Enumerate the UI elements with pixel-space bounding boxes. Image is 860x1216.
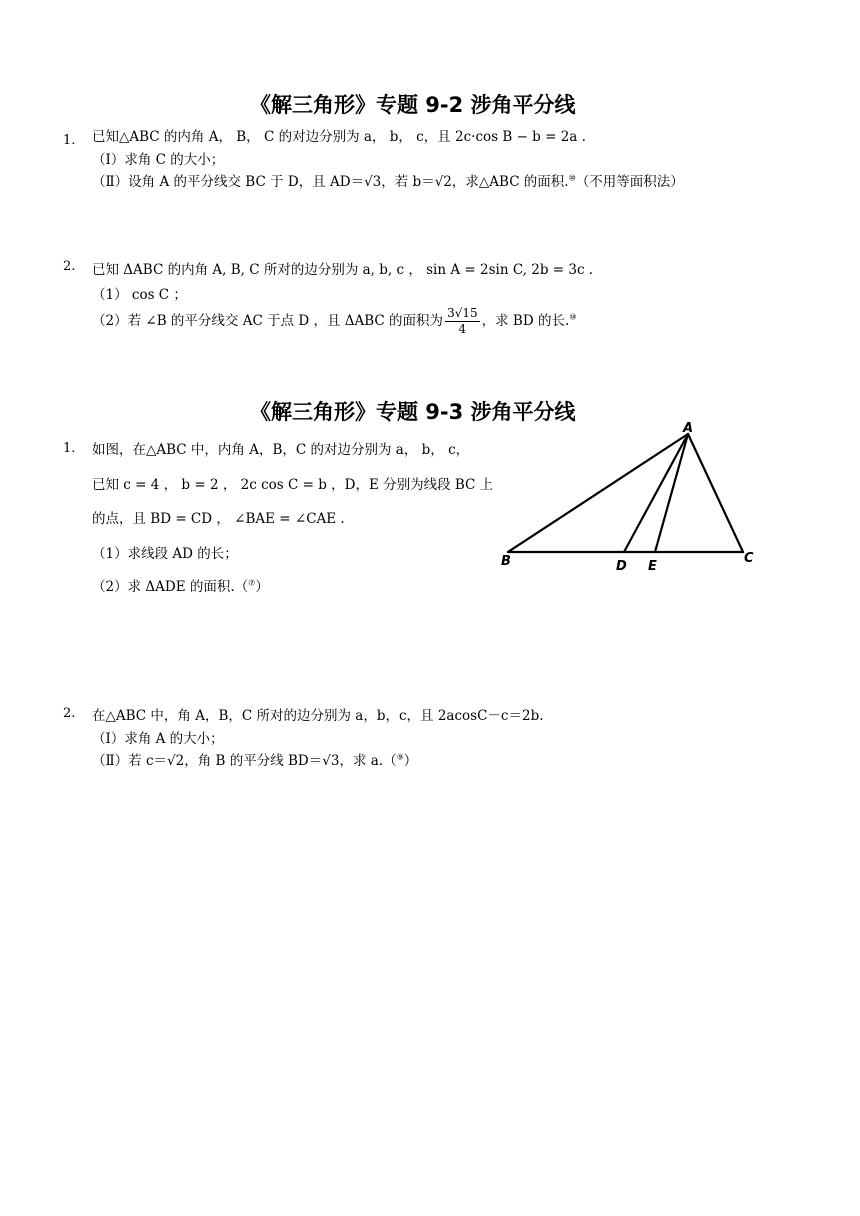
vertex-label-b: B [501,554,511,569]
side-ac [688,434,743,552]
problem-2-number: 2. [63,259,76,274]
problem-2-question-2-end: ，求 BD 的长. [481,313,570,329]
source-mark: ⑨ [396,752,404,762]
source-mark: ⑩ [568,173,576,183]
problem-4-stem: 在△ABC 中，角 A，B，C 所对的边分别为 a，b，c，且 2acosC－c＝2b. [92,708,544,724]
problem-1-question-2 [92,170,684,190]
problem-3-number: 1. [63,441,76,456]
section-9-3-title: 《解三角形》专题 9-3 涉角平分线 [250,400,576,424]
problem-3-question-1: （1）求线段 AD 的长； [92,546,238,562]
problem-3-question-2 [92,575,269,595]
problem-1-question-2-text: （Ⅱ）设角 A 的平分线交 BC 于 D，且 AD＝√3，若 b＝√2，求△ABC 的面积. [92,174,569,190]
fraction-denominator: 4 [458,322,467,336]
point-label-d: D [616,559,627,574]
problem-3-question-2-end: ） [255,579,269,595]
problem-3-question-2-text: （2）求 ΔADE 的面积.（ [92,579,249,595]
triangle-figure [498,418,760,578]
problem-1-stem: 已知△ABC 的内角 A， B， C 的对边分别为 a， b， c，且 2c·cos B − b = 2a . [92,129,586,145]
problem-2-question-1: （1） cos C ； [92,287,187,303]
problem-2-stem: 已知 ΔABC 的内角 A, B, C 所对的边分别为 a, b, c ， sin A = 2sin C, 2b = 3c . [92,262,594,278]
problem-4-question-2 [92,749,417,769]
problem-3-line-3: 的点，且 BD = CD ， ∠BAE = ∠CAE . [92,511,345,527]
problem-1-question-1: （Ⅰ）求角 C 的大小； [92,152,225,168]
problem-4-question-1: （Ⅰ）求角 A 的大小； [92,731,224,747]
problem-3-line-2: 已知 c = 4 ， b = 2 ， 2c cos C = b ，D，E 分别为线段 BC 上 [92,477,494,493]
section-9-2-title: 《解三角形》专题 9-2 涉角平分线 [250,93,576,117]
problem-3-line-1: 如图，在△ABC 中，内角 A，B，C 的对边分别为 a， b， c， [92,442,470,458]
problem-1-number: 1. [63,133,76,148]
problem-1-question-2-note: （不用等面积法） [575,174,684,190]
problem-4-question-2-text: （Ⅱ）若 c＝√2，角 B 的平分线 BD＝√3，求 a.（ [92,753,397,769]
source-mark: ⑩ [569,312,577,322]
area-fraction [445,306,480,337]
fraction-numerator: 3√15 [447,306,478,320]
problem-4-number: 2. [63,706,76,721]
source-mark: ⑦ [248,578,256,588]
median-ad [624,434,688,552]
vertex-label-c: C [744,551,754,566]
problem-2-question-2 [92,306,576,337]
problem-2-question-2-text: （2）若 ∠B 的平分线交 AC 于点 D ，且 ΔABC 的面积为 [92,313,444,329]
problem-4-question-2-end: ） [403,753,418,769]
point-label-e: E [648,559,657,574]
vertex-label-a: A [683,421,694,436]
